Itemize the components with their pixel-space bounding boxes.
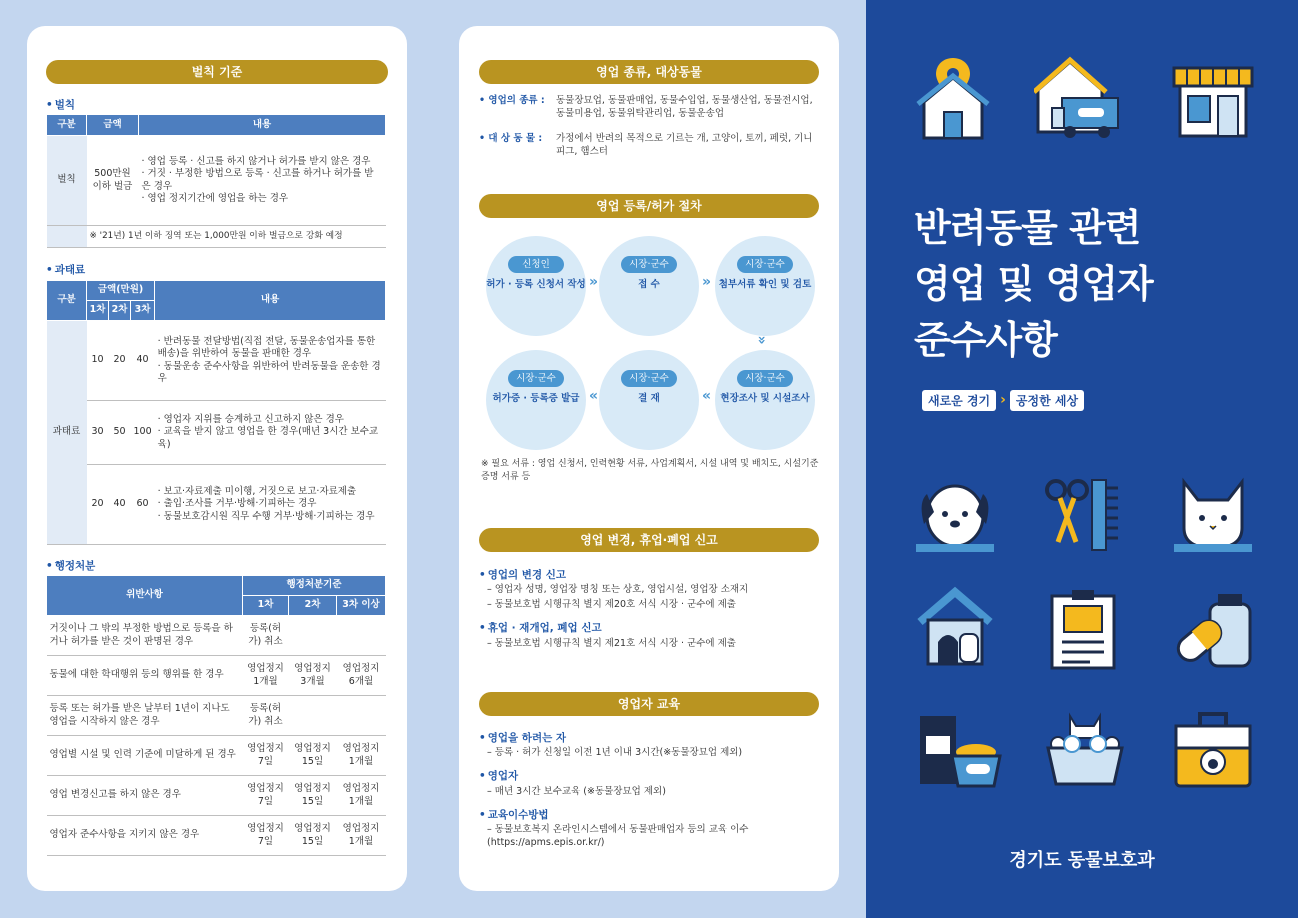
slogan: [922, 389, 1084, 411]
types-label: • 영업의 종류 :: [479, 95, 545, 106]
arrow-down-icon: »: [753, 335, 770, 345]
action-3rd: 영업정지 1개월: [337, 736, 386, 776]
edu-text: – 동물보호복지 온라인시스템에서 동물판매업자 등의 교육 이수 (https://apms.epis.or.kr/): [487, 824, 749, 849]
fine-1st: 10: [87, 321, 109, 401]
change-heading: • 영업의 변경 신고: [479, 569, 567, 581]
violation: 영업자 준수사항을 지키지 않은 경우: [47, 816, 243, 856]
arrow-right-icon: »: [702, 274, 712, 290]
fine-items: [155, 401, 386, 465]
list-item: · 영업자 지위를 승계하고 신고하지 않은 경우: [157, 413, 344, 425]
penalty-amount: 500만원 이하 벌금: [87, 136, 139, 226]
penalty-note: ※ '21년) 1년 이하 징역 또는 1,000만원 이하 벌금으로 강화 예정: [87, 226, 386, 248]
fine-category: 과태료: [47, 321, 87, 545]
edu-text: – 매년 3시간 보수교육 (※동물장묘업 제외): [487, 786, 666, 797]
table-row: [47, 776, 386, 816]
table-row: [47, 401, 386, 465]
list-item: · 영업 등록 · 신고를 하지 않거나 허가를 받지 않은 경우: [141, 155, 371, 167]
penalty-heading: • 벌칙: [46, 99, 76, 111]
fine-2nd: 50: [109, 401, 131, 465]
cover-title-line: 영업 및 영업자: [914, 262, 1153, 306]
penalty-title: 벌칙 기준: [46, 60, 388, 84]
list-item: · 거짓 · 부정한 방법으로 등록 · 신고를 하거나 허가를 받은 경우: [141, 168, 374, 192]
table-row: [47, 696, 386, 736]
fine-2nd: 20: [109, 321, 131, 401]
process-title: 영업 등록/허가 절차: [479, 194, 819, 218]
types-title: 영업 종류, 대상동물: [479, 60, 819, 84]
slogan-arrow-icon: ›: [1000, 392, 1006, 408]
header-1st: 1차: [87, 301, 109, 321]
types-text: 동물장묘업, 동물판매업, 동물수입업, 동물생산업, 동물전시업, 동물미용업, 동물위탁관리업, 동물운송업: [556, 95, 813, 120]
action-1st: 영업정지 7일: [243, 736, 289, 776]
slogan-a: 새로운 경기: [922, 390, 996, 411]
pet-food-icon: [916, 706, 1002, 792]
cat-icon: [1170, 472, 1256, 558]
header-1st: 1차: [243, 596, 289, 616]
table-row: [47, 736, 386, 776]
edu-text: – 등록 · 허가 신청일 이전 1년 이내 3시간(※동물장묘업 제외): [487, 747, 743, 758]
step-label: 시장·군수: [621, 256, 677, 273]
step-label: 시장·군수: [621, 370, 677, 387]
list-item: – 동물보호법 시행규칙 별지 제21호 서식 시장 · 군수에 제출: [487, 638, 736, 649]
step-applicant: [486, 236, 586, 336]
step-desc: 허가 · 등록 신청서 작성: [486, 279, 586, 290]
edu-heading: • 영업자: [479, 770, 519, 782]
violation: 동물에 대한 학대행위 등의 행위를 한 경우: [47, 656, 243, 696]
arrow-right-icon: »: [589, 274, 599, 290]
penalty-category: 벌칙: [47, 136, 87, 226]
list-item: – 동물보호법 시행규칙 별지 제20호 서식 시장 · 군수에 제출: [487, 599, 736, 610]
fine-items: [155, 465, 386, 545]
animals-label: • 대 상 동 물 :: [479, 133, 543, 144]
step-desc: 첨부서류 확인 및 검토: [718, 279, 812, 290]
edu-heading: • 교육이수방법: [479, 809, 549, 821]
fine-table: [46, 280, 386, 545]
cover-title-line: 반려동물 관련: [914, 206, 1141, 250]
step-receipt: [599, 236, 699, 336]
penalty-panel: [27, 26, 407, 891]
table-row: [47, 656, 386, 696]
header-3rd: 3차 이상: [337, 596, 386, 616]
cover-panel: [866, 0, 1298, 918]
table-row: [47, 465, 386, 545]
step-label: 시장·군수: [737, 370, 793, 387]
cover-title: [914, 200, 1153, 368]
table-row: [47, 616, 386, 656]
fine-3rd: 40: [131, 321, 155, 401]
slogan-b: 공정한 세상: [1010, 390, 1084, 411]
step-label: 시장·군수: [508, 370, 564, 387]
header-2nd: 2차: [109, 301, 131, 321]
action-1st: 영업정지 1개월: [243, 656, 289, 696]
action-1st: 영업정지 7일: [243, 816, 289, 856]
header-3rd: 3차: [131, 301, 155, 321]
step-desc: 결 재: [638, 393, 660, 404]
admin-table: [46, 575, 386, 856]
fine-3rd: 60: [131, 465, 155, 545]
pet-first-aid-kit-icon: [1170, 706, 1256, 792]
violation: 거짓이나 그 밖의 부정한 방법으로 등록을 하거나 허가를 받은 것이 판명된 경우: [47, 616, 243, 656]
fine-heading: • 과태료: [46, 264, 86, 276]
list-item: · 반려동물 전달방법(직접 전달, 동물운송업자를 통한 배송)을 위반하여 동물을 판매한 경우: [157, 335, 376, 360]
list-item: · 출입·조사를 거부·방해·기피하는 경우: [157, 498, 317, 510]
edu-title: 영업자 교육: [479, 692, 819, 716]
step-inspection: [715, 350, 815, 450]
list-item: · 교육을 받지 않고 영업을 한 경우(매년 3시간 보수교육): [157, 426, 379, 450]
list-item: · 동물보호감시원 직무 수행 거부·방해·기피하는 경우: [157, 510, 375, 522]
closure-heading: • 휴업 · 재개업, 폐업 신고: [479, 622, 602, 634]
header-category: 구분: [47, 281, 87, 321]
step-label: 시장·군수: [737, 256, 793, 273]
step-approval: [599, 350, 699, 450]
fine-items: [155, 321, 386, 401]
list-item: · 동물운송 준수사항을 위반하여 반려동물을 운송한 경우: [157, 360, 381, 384]
table-row: [47, 816, 386, 856]
admin-heading: • 행정처분: [46, 560, 96, 572]
action-2nd: 영업정지 15일: [289, 776, 337, 816]
action-2nd: [289, 696, 337, 736]
pet-house-icon: [912, 586, 998, 672]
edu-heading: • 영업을 하려는 자: [479, 732, 567, 744]
header-2nd: 2차: [289, 596, 337, 616]
step-issue: [486, 350, 586, 450]
header-standard: 행정처분기준: [243, 576, 386, 596]
action-3rd: 영업정지 6개월: [337, 656, 386, 696]
step-desc: 허가증 · 등록증 발급: [492, 393, 580, 404]
action-2nd: 영업정지 15일: [289, 736, 337, 776]
step-label: 신청인: [508, 256, 564, 273]
header-violation: 위반사항: [47, 576, 243, 616]
pet-medicine-icon: [1170, 590, 1256, 676]
action-2nd: [289, 616, 337, 656]
penalty-table: [46, 114, 386, 248]
action-3rd: [337, 696, 386, 736]
header-amount: 금액: [87, 115, 139, 136]
arrow-left-icon: «: [589, 388, 599, 404]
header-content: 내용: [155, 281, 386, 321]
arrow-left-icon: «: [702, 388, 712, 404]
action-2nd: 영업정지 3개월: [289, 656, 337, 696]
fine-1st: 20: [87, 465, 109, 545]
violation: 영업별 시설 및 인력 기준에 미달하게 된 경우: [47, 736, 243, 776]
business-panel: [459, 26, 839, 891]
list-item: · 영업 정지기간에 영업을 하는 경우: [141, 192, 289, 204]
animals-text: 가정에서 반려의 목적으로 기르는 개, 고양이, 토끼, 페럿, 기니피그, 햄스터: [556, 133, 813, 158]
change-title: 영업 변경, 휴업·폐업 신고: [479, 528, 819, 552]
step-review: [715, 236, 815, 336]
action-3rd: 영업정지 1개월: [337, 776, 386, 816]
action-1st: 영업정지 7일: [243, 776, 289, 816]
dog-icon: [912, 472, 998, 558]
pet-delivery-truck-icon: [1034, 54, 1120, 140]
cover-title-line: 준수사항: [914, 318, 1057, 362]
table-row: [47, 321, 386, 401]
step-desc: 현장조사 및 시설조사: [720, 393, 810, 404]
penalty-items: [139, 136, 386, 226]
fine-1st: 30: [87, 401, 109, 465]
action-2nd: 영업정지 15일: [289, 816, 337, 856]
grooming-scissors-comb-icon: [1038, 472, 1124, 558]
list-item: – 영업자 성명, 영업장 명칭 또는 상호, 영업시설, 영업장 소재지: [487, 584, 749, 595]
docs-note: ※ 필요 서류 : 영업 신청서, 인력현황 서류, 사업계획서, 시설 내역 및 배치도, 시설기준 증명 서류 등: [481, 459, 819, 482]
header-amount: 금액(만원): [87, 281, 155, 301]
action-3rd: [337, 616, 386, 656]
action-1st: 등록(허가) 취소: [243, 616, 289, 656]
action-3rd: 영업정지 1개월: [337, 816, 386, 856]
house-pin-icon: [910, 54, 996, 140]
action-1st: 등록(허가) 취소: [243, 696, 289, 736]
fine-2nd: 40: [109, 465, 131, 545]
pet-id-card-icon: [1040, 586, 1126, 672]
header-content: 내용: [139, 115, 386, 136]
violation: 영업 변경신고를 하지 않은 경우: [47, 776, 243, 816]
violation: 등록 또는 허가를 받은 날부터 1년이 지나도 영업을 시작하지 않은 경우: [47, 696, 243, 736]
cat-bath-icon: [1042, 704, 1128, 790]
pet-shop-icon: [1170, 54, 1256, 140]
step-desc: 접 수: [638, 279, 660, 290]
list-item: · 보고·자료제출 미이행, 거짓으로 보고·자료제출: [157, 485, 357, 497]
department-name: 경기도 동물보호과: [1009, 850, 1155, 871]
fine-3rd: 100: [131, 401, 155, 465]
header-category: 구분: [47, 115, 87, 136]
